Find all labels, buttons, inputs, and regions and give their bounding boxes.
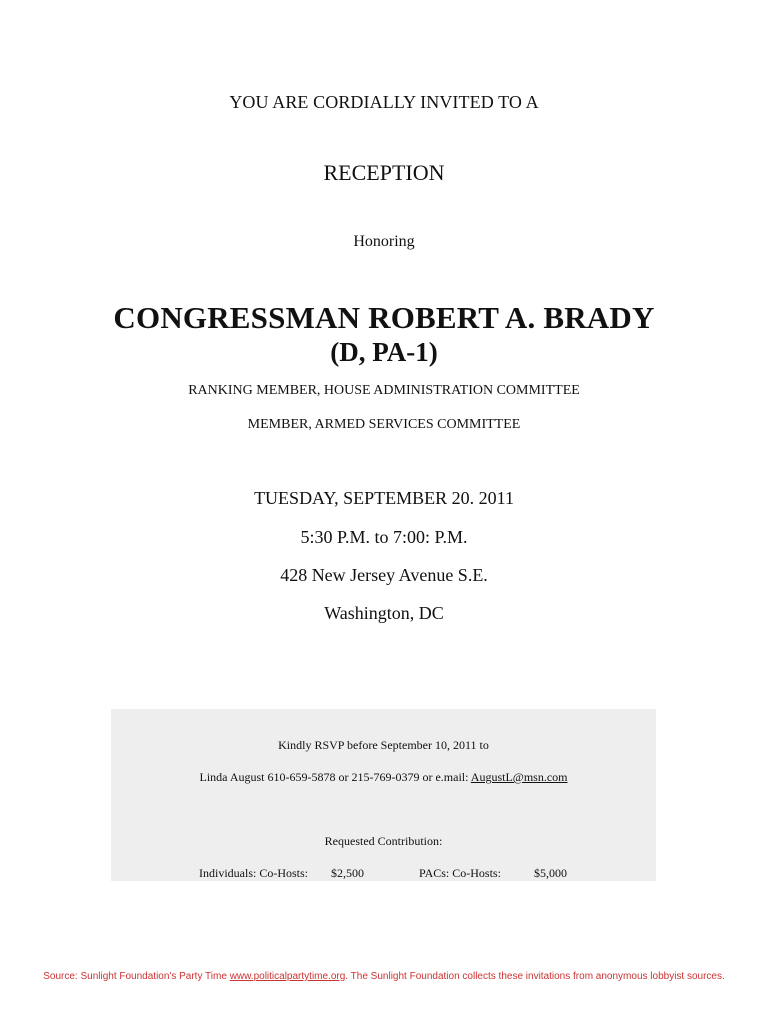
source-note [0, 972, 768, 982]
individuals-label: Individuals: Co-Hosts: [199, 866, 309, 880]
honoree-role: RANKING MEMBER, HOUSE ADMINISTRATION COMMITTEE [188, 383, 580, 398]
individuals-amount: $2,500 [331, 866, 364, 880]
source-link[interactable]: www.politicalpartytime.org [229, 971, 346, 982]
pacs-label: PACs: Co-Hosts: [419, 866, 501, 880]
honoree-name: CONGRESSMAN ROBERT A. BRADY [113, 300, 655, 335]
contribution-label: Requested Contribution: [324, 834, 443, 848]
invitation-heading: YOU ARE CORDIALLY INVITED TO A [229, 92, 539, 112]
event-type: RECEPTION [323, 160, 445, 185]
rsvp-contact-details: Linda August 610-659-5878 or 215-769-0379 or e.mail: [199, 770, 471, 784]
event-date: TUESDAY, SEPTEMBER 20. 2011 [254, 488, 514, 508]
rsvp-box [111, 709, 656, 881]
rsvp-deadline: Kindly RSVP before September 10, 2011 to [278, 738, 489, 752]
event-address: 428 New Jersey Avenue S.E. [280, 565, 488, 585]
pacs-amount: $5,000 [534, 866, 567, 880]
honoree-party: (D, PA-1) [330, 337, 438, 367]
honoring-label: Honoring [353, 233, 415, 250]
event-city: Washington, DC [324, 603, 444, 623]
rsvp-email-link[interactable]: AugustL@msn.com [470, 770, 568, 784]
source-suffix: . The Sunlight Foundation collects these invitations from anonymous lobbyist sources. [345, 971, 725, 982]
source-prefix: Source: Sunlight Foundation's Party Time [43, 971, 230, 982]
honoree-role: MEMBER, ARMED SERVICES COMMITTEE [247, 417, 521, 432]
event-time: 5:30 P.M. to 7:00: P.M. [300, 527, 468, 547]
rsvp-contact [111, 771, 656, 783]
